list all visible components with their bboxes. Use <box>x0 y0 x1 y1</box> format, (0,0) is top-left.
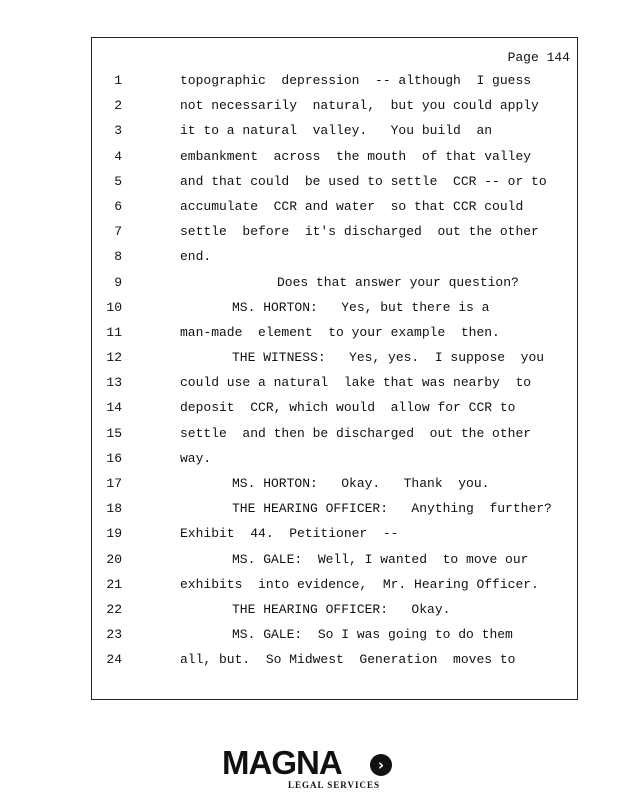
line-number: 4 <box>114 148 122 164</box>
magna-logo <box>222 745 397 793</box>
line-number: 11 <box>106 324 122 340</box>
transcript-line <box>92 446 577 471</box>
line-text: MS. GALE: Well, I wanted to move our <box>232 551 529 567</box>
transcript-line <box>92 270 577 295</box>
line-text: not necessarily natural, but you could apply <box>180 98 539 114</box>
line-number: 2 <box>114 98 122 114</box>
transcript-line <box>92 169 577 194</box>
transcript-line <box>92 345 577 370</box>
line-text: settle before it's discharged out the other <box>180 224 539 240</box>
line-text: end. <box>180 249 212 265</box>
transcript-line <box>92 547 577 572</box>
line-number: 16 <box>106 450 122 466</box>
line-text: and that could be used to settle CCR -- or to <box>180 173 547 189</box>
line-text: MS. HORTON: Yes, but there is a <box>232 299 490 315</box>
line-number: 3 <box>114 123 122 139</box>
transcript-line <box>92 295 577 320</box>
line-number: 1 <box>114 73 122 88</box>
arrow-circle-icon: › <box>370 754 392 776</box>
transcript-line <box>92 144 577 169</box>
line-number: 9 <box>114 274 122 290</box>
page-number: Page 144 <box>507 50 570 65</box>
line-text: THE WITNESS: Yes, yes. I suppose you <box>232 350 545 366</box>
line-text: MS. GALE: So I was going to do them <box>232 627 513 643</box>
line-text: way. <box>180 450 212 466</box>
line-number: 23 <box>106 627 122 643</box>
transcript-line <box>92 521 577 546</box>
line-number: 14 <box>106 400 122 416</box>
line-text: accumulate CCR and water so that CCR could <box>180 198 524 214</box>
line-number: 15 <box>106 425 122 441</box>
transcript-line <box>92 471 577 496</box>
line-number: 19 <box>106 526 122 542</box>
transcript-page <box>91 37 578 700</box>
line-text: it to a natural valley. You build an <box>180 123 493 139</box>
line-text: topographic depression -- although I guess <box>180 73 532 88</box>
line-text: could use a natural lake that was nearby to <box>180 375 532 391</box>
line-text: Does that answer your question? <box>277 274 519 290</box>
transcript-line <box>92 496 577 521</box>
line-number: 10 <box>106 299 122 315</box>
line-text: all, but. So Midwest Generation moves to <box>180 652 516 668</box>
transcript-line <box>92 421 577 446</box>
transcript-line <box>92 370 577 395</box>
transcript-lines <box>92 68 577 673</box>
transcript-line <box>92 622 577 647</box>
line-text: Exhibit 44. Petitioner -- <box>180 526 399 542</box>
line-number: 17 <box>106 476 122 491</box>
logo-wordmark: MAGNA <box>222 744 342 781</box>
transcript-line <box>92 93 577 118</box>
line-number: 22 <box>106 601 122 617</box>
line-text: deposit CCR, which would allow for CCR to <box>180 400 516 416</box>
line-number: 24 <box>106 652 122 668</box>
line-text: THE HEARING OFFICER: Anything further? <box>232 501 552 517</box>
line-text: MS. HORTON: Okay. Thank you. <box>232 476 490 491</box>
line-text: settle and then be discharged out the other <box>180 425 532 441</box>
line-number: 5 <box>114 173 122 189</box>
line-text: embankment across the mouth of that valley <box>180 148 532 164</box>
line-text: man-made element to your example then. <box>180 324 500 340</box>
transcript-line <box>92 68 577 93</box>
line-number: 20 <box>106 551 122 567</box>
line-number: 7 <box>114 224 122 240</box>
line-text: THE HEARING OFFICER: Okay. <box>232 601 451 617</box>
transcript-line <box>92 194 577 219</box>
transcript-line <box>92 647 577 672</box>
line-number: 21 <box>106 576 122 592</box>
transcript-line <box>92 395 577 420</box>
transcript-line <box>92 244 577 269</box>
line-number: 13 <box>106 375 122 391</box>
line-number: 18 <box>106 501 122 517</box>
transcript-line <box>92 572 577 597</box>
line-number: 8 <box>114 249 122 265</box>
line-number: 12 <box>106 350 122 366</box>
transcript-line <box>92 597 577 622</box>
transcript-line <box>92 118 577 143</box>
transcript-line <box>92 320 577 345</box>
transcript-line <box>92 219 577 244</box>
line-text: exhibits into evidence, Mr. Hearing Officer. <box>180 576 539 592</box>
line-number: 6 <box>114 198 122 214</box>
logo-subtitle: LEGAL SERVICES <box>288 780 380 790</box>
